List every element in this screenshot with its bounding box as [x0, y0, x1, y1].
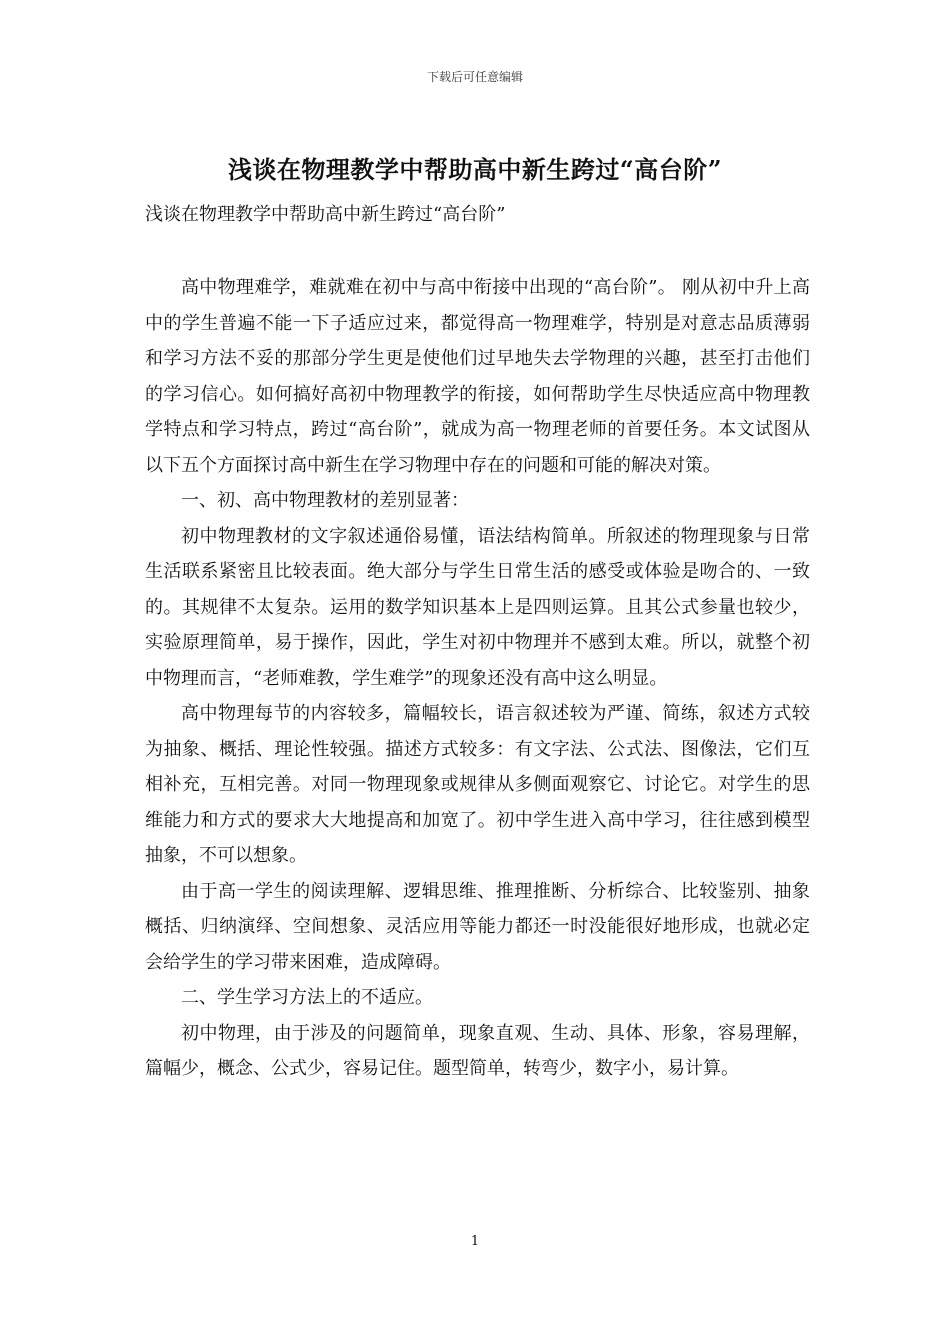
document-subtitle: 浅谈在物理教学中帮助高中新生跨过“高台阶”	[145, 204, 506, 225]
paragraph: 由于高一学生的阅读理解、逻辑思维、推理推断、分析综合、比较鉴别、抽象概括、归纳演绎、空间想象、灵活应用等能力都还一时没能很好地形成，也就必定会给学生的学习带来困难，造成障碍。	[145, 880, 810, 973]
paragraph: 高中物理每节的内容较多，篇幅较长，语言叙述较为严谨、简练，叙述方式较为抽象、概括、理论性较强。描述方式较多：有文字法、公式法、图像法，它们互相补充，互相完善。对同一物理现象或规律从多侧面观察它、讨论它。对学生的思维能力和方式的要求大大地提高和加宽了。初中学生进入高中学习，往往感到模型抽象，不可以想象。	[145, 703, 810, 866]
section-heading-2: 二、学生学习方法上的不适应。	[181, 987, 433, 1008]
document-body	[145, 270, 810, 1087]
paragraph: 初中物理教材的文字叙述通俗易懂，语法结构简单。所叙述的物理现象与日常生活联系紧密且比较表面。绝大部分与学生日常生活的感受或体验是吻合的、一致的。其规律不太复杂。运用的数学知识基本上是四则运算。且其公式参量也较少，实验原理简单，易于操作，因此，学生对初中物理并不感到太难。所以，就整个初中物理而言，“老师难教，学生难学”的现象还没有高中这么明显。	[145, 525, 810, 689]
paragraph: 初中物理，由于涉及的问题简单，现象直观、生动、具体、形象，容易理解，篇幅少，概念、公式少，容易记住。题型简单，转弯少，数字小，易计算。	[145, 1022, 810, 1079]
paragraph-intro: 高中物理难学，难就难在初中与高中衔接中出现的“高台阶”。 刚从初中升上高中的学生普遍不能一下子适应过来，都觉得高一物理难学，特别是对意志品质薄弱和学习方法不妥的那部分学生更是使他们过早地失去学物理的兴趣，甚至打击他们的学习信心。如何搞好高初中物理教学的衔接，如何帮助学生尽快适应高中物理教学特点和学习特点，跨过“高台阶”，就成为高一物理老师的首要任务。本文试图从以下五个方面探讨高中新生在学习物理中存在的问题和可能的解决对策。	[145, 277, 810, 476]
document-title: 浅谈在物理教学中帮助高中新生跨过“高台阶”	[227, 155, 723, 184]
header-note: 下载后可任意编辑	[426, 70, 523, 84]
section-heading-1: 一、初、高中物理教材的差别显著：	[181, 490, 469, 511]
page-number: 1	[470, 1234, 480, 1249]
